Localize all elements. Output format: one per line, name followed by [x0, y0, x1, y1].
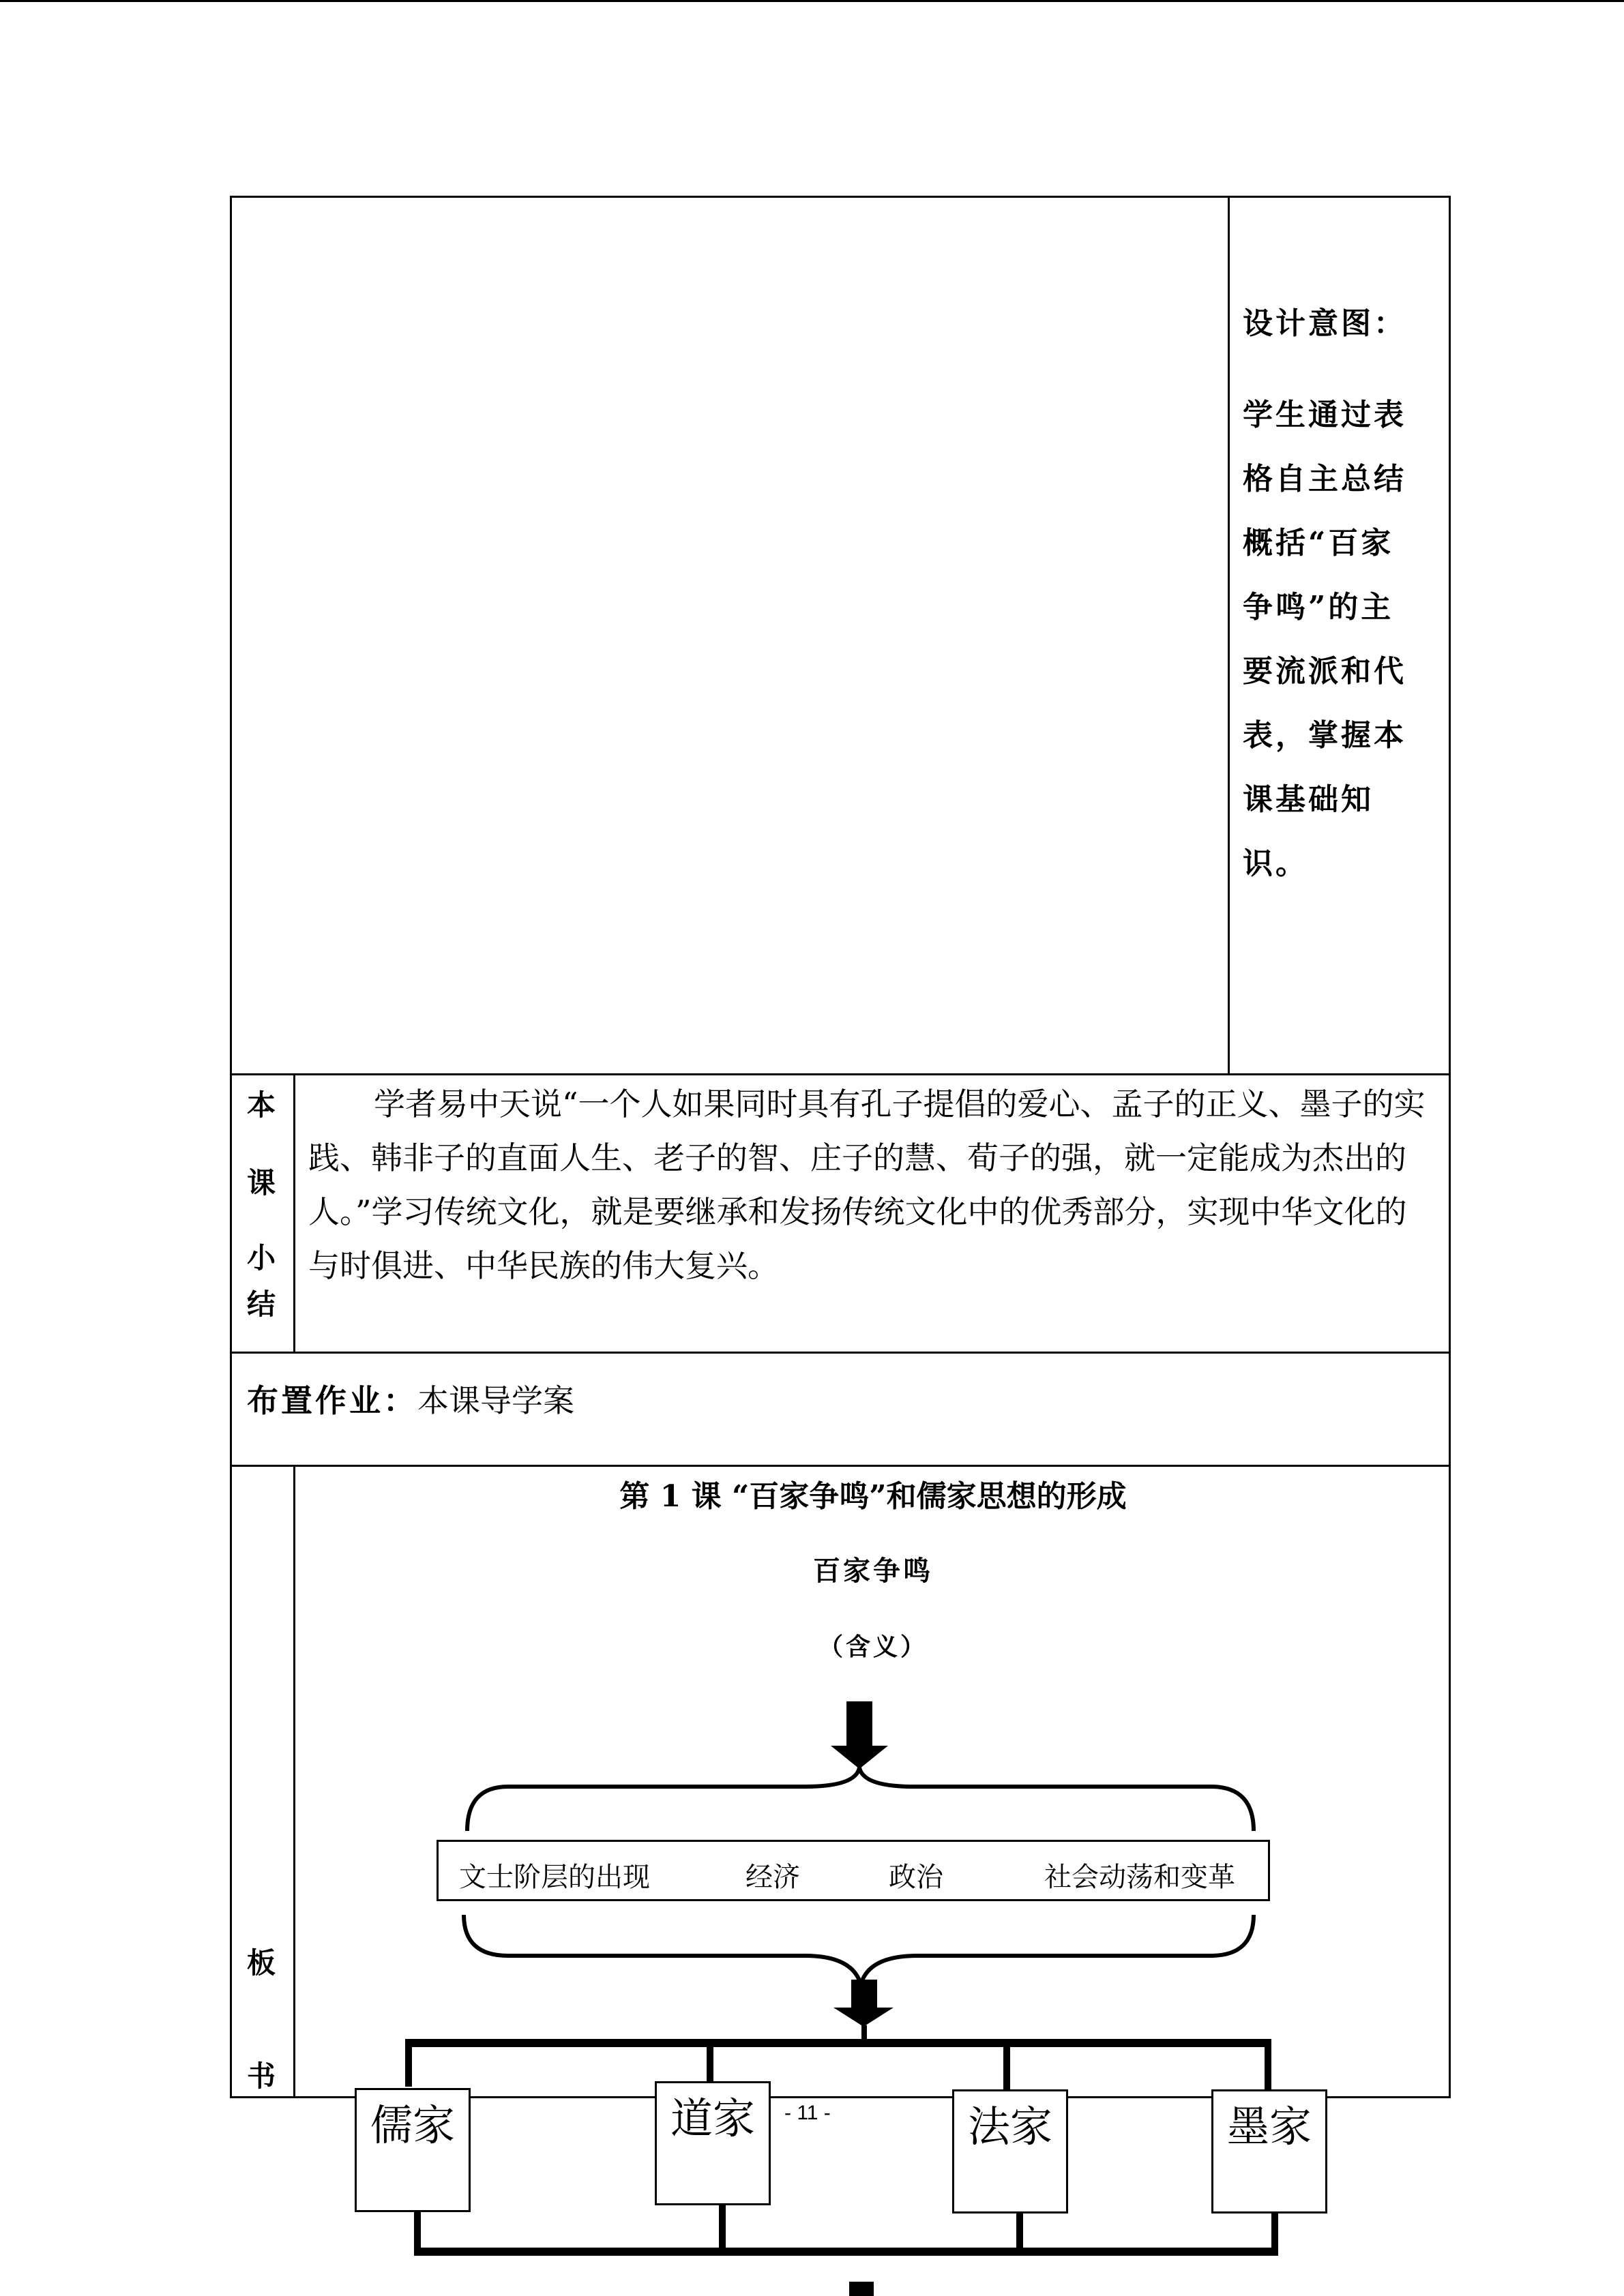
school-confucianism-label: 儒家 [370, 2102, 455, 2149]
branch-legalism-top [1003, 2039, 1010, 2089]
design-intent-line: 课基础知 [1243, 782, 1374, 817]
top-connector-bar [405, 2039, 1271, 2047]
lesson-summary-text: 学者易中天说“一个人如果同时具有孔子提倡的爱心、孟子的正义、墨子的实践、韩非子的直面人生、老子的智、庄子的慧、荀子的强，就一定能成为杰出的人。”学习传统文化，就是要继承和发扬传统文化中的优秀部分，实现中华文化的与时俱进、中华民族的伟大复兴。 [308, 1086, 1426, 1284]
design-intent-line: 格自主总结 [1243, 462, 1406, 496]
blackboard-label-char: 书 [246, 2059, 276, 2093]
arrow-shaft-bottom [849, 2282, 874, 2296]
branch-taoism-bottom [719, 2204, 726, 2252]
school-mohism-label: 墨家 [1226, 2104, 1312, 2151]
summary-label-char: 小 [246, 1241, 276, 1274]
blackboard-title: 第 1 课 “百家争鸣”和儒家思想的形成 [619, 1479, 1127, 1514]
branch-confucianism-top [405, 2039, 412, 2087]
page-number: - 11 - [784, 2102, 831, 2124]
lower-brace [464, 1915, 1254, 1984]
homework-label: 布置作业： [247, 1382, 417, 1419]
branch-mohism-top [1265, 2039, 1271, 2089]
factor-scholar-class: 文士阶层的出现 [459, 1862, 650, 1892]
school-mohism-box [1211, 2089, 1327, 2213]
branch-taoism-top [707, 2039, 713, 2081]
design-intent-line: 识。 [1243, 846, 1308, 881]
design-intent-line: 要流派和代 [1243, 654, 1406, 689]
factor-politics: 政治 [889, 1862, 943, 1892]
blackboard-subtitle: 百家争鸣 [813, 1555, 933, 1587]
branch-mohism-bottom [1271, 2211, 1278, 2252]
design-intent-line: 争鸣”的主 [1243, 590, 1394, 625]
bottom-connector-bar [414, 2248, 1278, 2256]
design-intent-line: 概括“百家 [1243, 526, 1394, 561]
arrow-head-middle [833, 2008, 894, 2027]
school-confucianism-box [355, 2088, 471, 2212]
summary-label-char: 本 [246, 1088, 276, 1122]
arrow-shaft-middle [851, 1980, 877, 2011]
school-legalism-box [952, 2089, 1068, 2213]
branch-legalism-bottom [1016, 2211, 1023, 2252]
school-taoism-box [655, 2081, 771, 2205]
summary-label-char: 课 [246, 1166, 276, 1199]
blackboard-meaning: （含义） [818, 1632, 928, 1661]
arrow-shaft-top [846, 1701, 872, 1749]
design-intent-line: 学生通过表 [1243, 398, 1406, 432]
factor-social-change: 社会动荡和变革 [1044, 1862, 1235, 1892]
summary-label-char: 结 [246, 1287, 276, 1321]
homework-value: 本课导学案 [417, 1382, 574, 1419]
branch-confucianism-bottom [414, 2209, 421, 2252]
blackboard-label-char: 板 [246, 1946, 276, 1980]
school-taoism-label: 道家 [670, 2096, 755, 2143]
arrow-head-top [831, 1746, 888, 1769]
historical-factors-box [437, 1840, 1270, 1901]
design-intent-line: 表，掌握本 [1243, 718, 1406, 753]
factor-economy: 经济 [745, 1862, 800, 1892]
upper-brace [467, 1768, 1254, 1831]
design-intent-heading: 设计意图： [1243, 306, 1406, 341]
school-legalism-label: 法家 [967, 2104, 1052, 2151]
